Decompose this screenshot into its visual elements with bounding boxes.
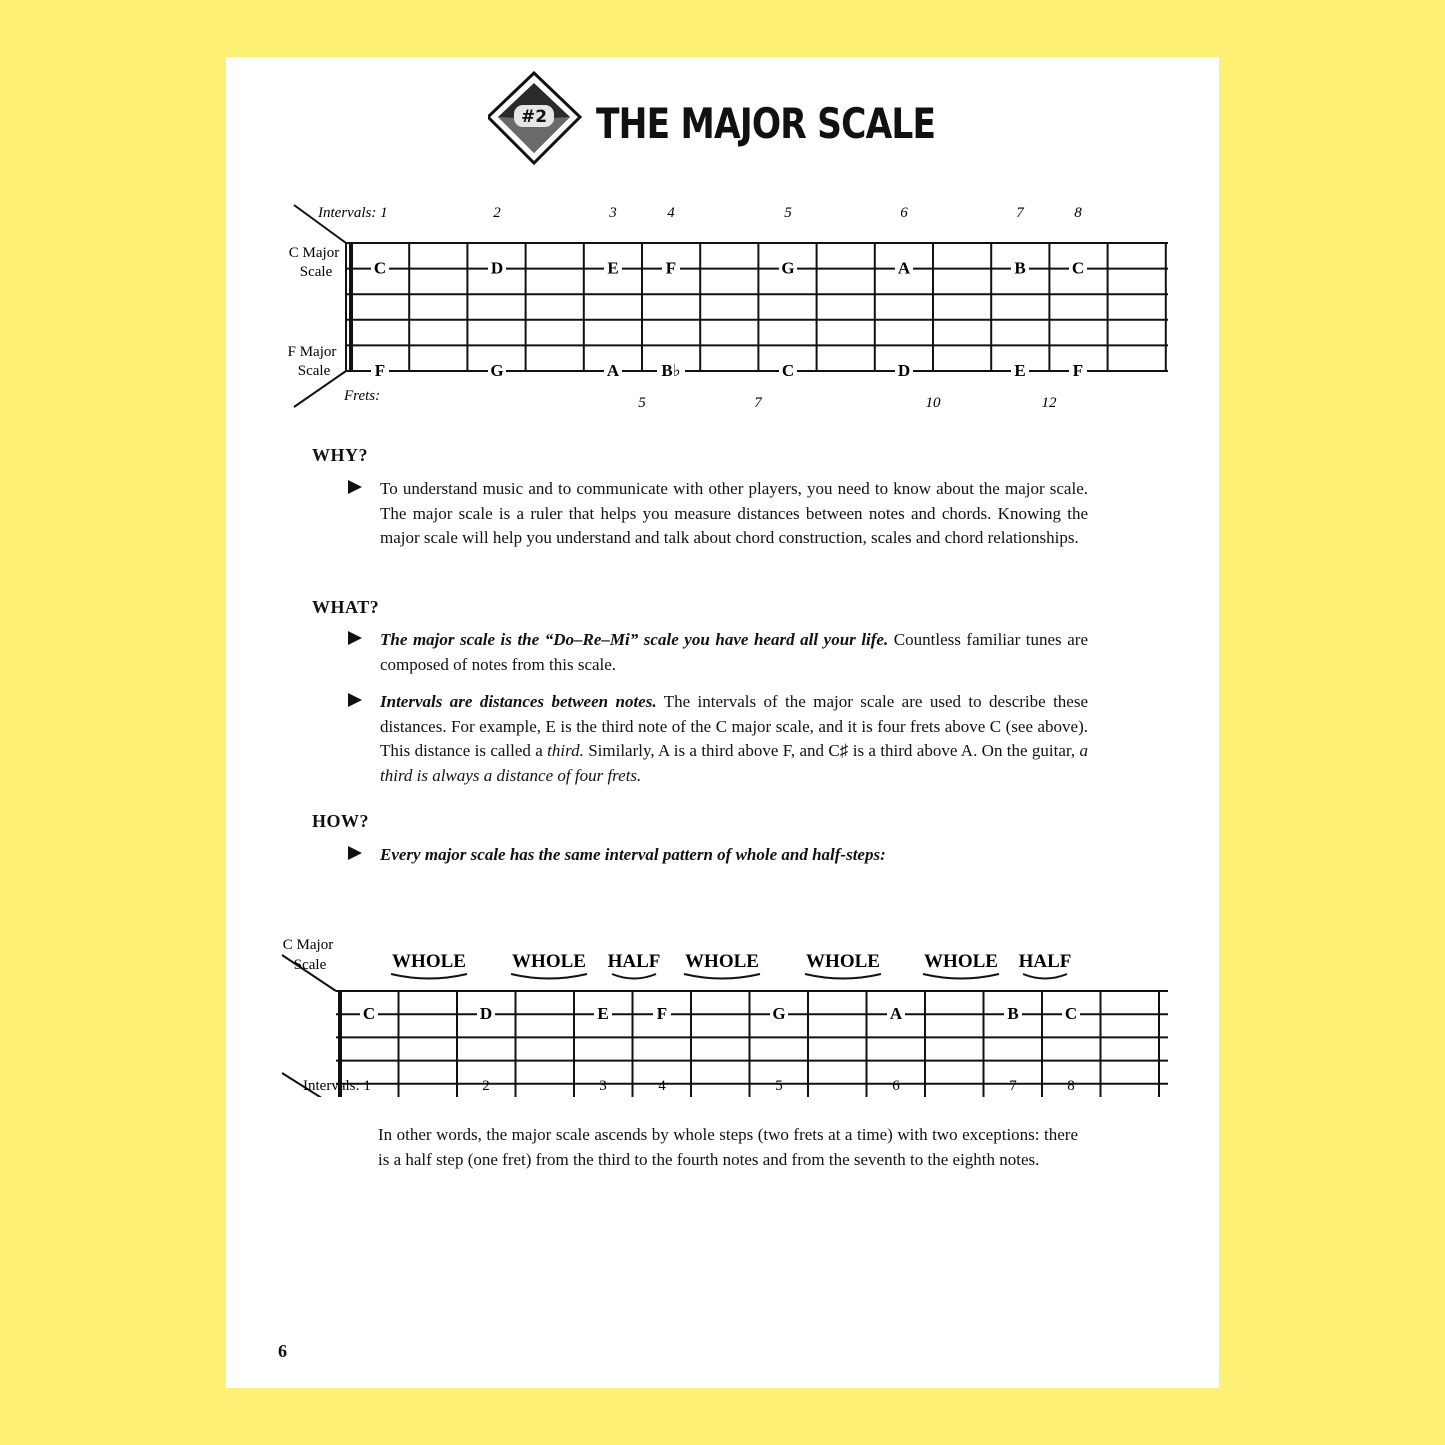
interval-number: 7 bbox=[1009, 1078, 1017, 1094]
why-heading: WHY? bbox=[312, 445, 368, 465]
bullet-arrow-icon bbox=[348, 480, 362, 494]
note-label: C bbox=[373, 258, 387, 278]
closing-paragraph: In other words, the major scale ascends by whole steps (two frets at a time) with two exceptions: there is a half step (one fret) from the third to the fourth notes and from the seventh to the eighth notes. bbox=[378, 1125, 1078, 1169]
interval-number: 8 bbox=[1074, 205, 1082, 221]
intervals-label: Intervals: 1 bbox=[318, 205, 388, 221]
note-label: G bbox=[490, 361, 504, 380]
interval-number: 3 bbox=[599, 1078, 607, 1094]
interval-numbers bbox=[482, 1078, 1075, 1094]
step-brace bbox=[391, 974, 467, 979]
interval-number: 6 bbox=[892, 1078, 900, 1094]
step-brace bbox=[684, 974, 760, 979]
what-bullet-1-emphasis: The major scale is the “Do–Re–Mi” scale you have heard all your life. bbox=[380, 630, 889, 649]
step-labels bbox=[391, 951, 1071, 979]
book-page bbox=[226, 57, 1219, 1388]
f-major-label-line1: F Major bbox=[287, 344, 337, 360]
page-title: THE MAJOR SCALE bbox=[596, 99, 936, 148]
what-bullet-2-text bbox=[380, 690, 1088, 788]
f-major-label-line2: Scale bbox=[297, 363, 331, 379]
step-label: WHOLE bbox=[512, 951, 586, 972]
note-label: D bbox=[897, 361, 911, 380]
note-label: F bbox=[374, 361, 386, 380]
what-bullet-2 bbox=[348, 690, 1088, 788]
interval-number: 7 bbox=[1016, 205, 1024, 221]
note-label: A bbox=[889, 1004, 903, 1024]
note-label: E bbox=[597, 1004, 609, 1024]
fret-number: 12 bbox=[1041, 395, 1057, 411]
fret-number: 7 bbox=[754, 395, 762, 411]
interval-numbers bbox=[493, 205, 1082, 221]
fretboard-diagram-c-f-major bbox=[226, 197, 1219, 422]
fret-number: 10 bbox=[925, 395, 941, 411]
note-label: C bbox=[362, 1004, 376, 1024]
c-major-label-line2: Scale bbox=[299, 264, 333, 280]
c-major-label-line1: C Major bbox=[282, 937, 334, 953]
what-bullet-2-third: third. bbox=[547, 741, 584, 760]
note-label: A bbox=[606, 361, 620, 380]
what-bullet-1-text bbox=[380, 628, 1088, 677]
note-label: F bbox=[665, 258, 677, 278]
interval-number: 4 bbox=[658, 1078, 666, 1094]
step-label: HALF bbox=[1018, 951, 1072, 972]
note-label: C bbox=[1071, 258, 1085, 278]
step-brace bbox=[805, 974, 881, 979]
chapter-title bbox=[488, 71, 936, 167]
step-label: WHOLE bbox=[806, 951, 880, 972]
interval-number: 6 bbox=[900, 205, 908, 221]
interval-number: 2 bbox=[493, 205, 501, 221]
what-bullet-2-italic: a third is always a distance of four frets. bbox=[380, 741, 1089, 785]
fret-number: 5 bbox=[638, 395, 646, 411]
fretboard-grid bbox=[294, 205, 1168, 407]
step-brace bbox=[1023, 974, 1067, 979]
fretboard-diagram-interval-pattern bbox=[226, 887, 1219, 1097]
frets-label: Frets: bbox=[344, 388, 381, 404]
step-brace bbox=[923, 974, 999, 979]
note-label: G bbox=[781, 258, 795, 278]
page-number: 6 bbox=[278, 1341, 287, 1361]
bullet-arrow-icon bbox=[348, 631, 362, 645]
why-bullet-text: To understand music and to communicate with other players, you need to know about the major scale. The major scale is a ruler that helps you measure distances between notes and chords. Knowing the major scale will help you understand and talk about chord construction, scales and chord relationships. bbox=[380, 479, 1088, 547]
interval-number: 2 bbox=[482, 1078, 490, 1094]
why-bullet bbox=[348, 477, 1088, 551]
note-label: F bbox=[656, 1004, 668, 1024]
how-heading: HOW? bbox=[312, 811, 370, 831]
step-label: WHOLE bbox=[685, 951, 759, 972]
c-major-label-line2: Scale bbox=[293, 957, 327, 973]
interval-number: 4 bbox=[667, 205, 675, 221]
step-brace bbox=[511, 974, 587, 979]
what-bullet-2-emphasis: Intervals are distances between notes. bbox=[380, 692, 657, 711]
step-label: HALF bbox=[607, 951, 661, 972]
note-label: G bbox=[772, 1004, 786, 1024]
note-label: F bbox=[1072, 361, 1084, 380]
c-major-notes bbox=[371, 256, 1087, 278]
what-bullet-2-part2: Similarly, A is a third above F, and C♯ is a third above A. On the guitar, bbox=[583, 741, 1080, 760]
what-bullet-1 bbox=[348, 628, 1088, 677]
fretboard-grid bbox=[282, 955, 1168, 1097]
f-major-notes bbox=[371, 358, 1087, 380]
note-label: B♭ bbox=[661, 361, 681, 380]
bullet-arrow-icon bbox=[348, 846, 362, 860]
how-bullet-text: Every major scale has the same interval pattern of whole and half-steps: bbox=[380, 845, 886, 864]
step-brace bbox=[612, 974, 656, 979]
bullet-arrow-icon bbox=[348, 693, 362, 707]
interval-number: 8 bbox=[1067, 1078, 1075, 1094]
note-label: B bbox=[1007, 1004, 1019, 1024]
how-bullet bbox=[348, 843, 1088, 868]
note-label: C bbox=[781, 361, 795, 380]
what-bullet-2-part1: The intervals of the major scale are used to describe these distances. For example, E is the third note of the C major scale, and it is four frets above C (see above). This distance is called a bbox=[380, 692, 1089, 760]
step-label: WHOLE bbox=[924, 951, 998, 972]
step-label: WHOLE bbox=[392, 951, 466, 972]
intervals-label: Intervals: 1 bbox=[303, 1078, 371, 1094]
interval-number: 5 bbox=[775, 1078, 783, 1094]
interval-number: 3 bbox=[609, 205, 617, 221]
note-label: E bbox=[607, 258, 619, 278]
note-label: C bbox=[1064, 1004, 1078, 1024]
note-label: B bbox=[1014, 258, 1026, 278]
interval-number: 5 bbox=[784, 205, 792, 221]
fret-numbers bbox=[638, 395, 1057, 411]
chapter-number: #2 bbox=[520, 107, 548, 127]
note-label: D bbox=[479, 1004, 493, 1024]
chapter-badge-icon bbox=[488, 71, 598, 167]
c-major-label-line1: C Major bbox=[288, 245, 340, 261]
c-major-notes bbox=[360, 1001, 1080, 1023]
note-label: D bbox=[490, 258, 504, 278]
note-label: A bbox=[897, 258, 911, 278]
note-label: E bbox=[1014, 361, 1026, 380]
what-heading: WHAT? bbox=[312, 597, 380, 617]
what-bullet-1-rest: Countless familiar tunes are composed of notes from this scale. bbox=[380, 630, 1088, 674]
